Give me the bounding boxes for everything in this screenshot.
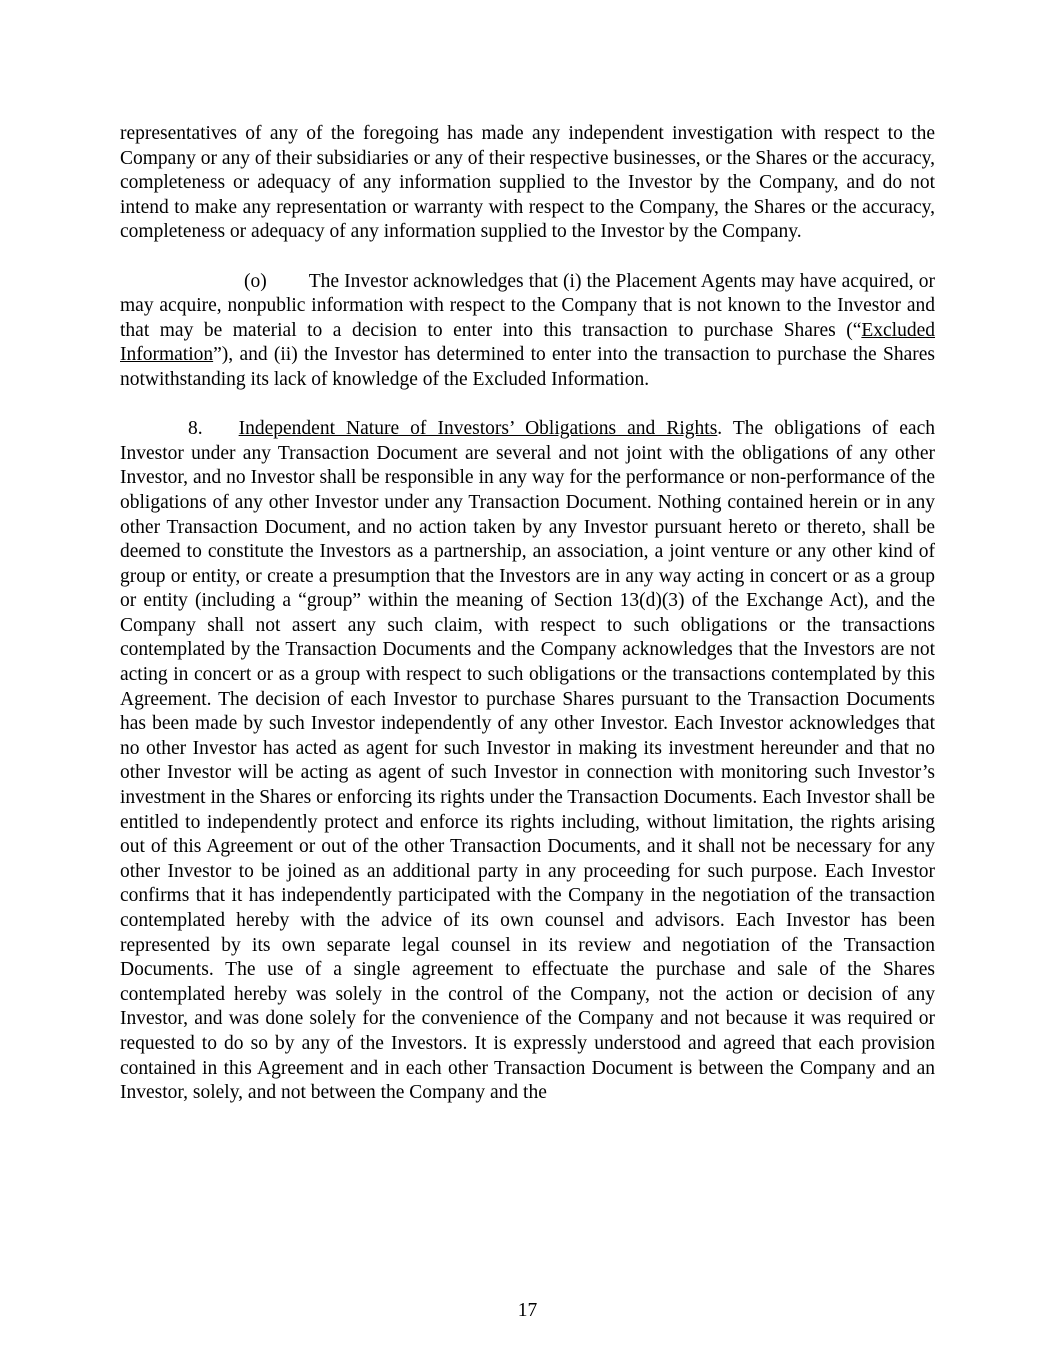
clause-o (120, 270, 935, 393)
section-8-number: 8. (188, 418, 203, 440)
paragraph-continued-text: representatives of any of the foregoing has made any independent investigation with respect to the Company or any of their subsidiaries or any of their respective businesses, or the Shares or the accuracy, completeness or adequacy of any information supplied to the Investor by the Company, and do not intend to make any representation or warranty with respect to the Company, the Shares or the accuracy, completeness or adequacy of any information supplied to the Investor by the Company. (120, 123, 935, 243)
clause-o-marker: (o) (244, 270, 267, 292)
paragraph-continued (120, 122, 935, 245)
section-8-heading: Independent Nature of Investors’ Obligations and Rights (238, 418, 718, 440)
clause-o-text-before: The Investor acknowledges that (i) the Placement Agents may have acquired, or may acquire, nonpublic information with respect to the Company that is not known to the Investor and that may be material to a decision to enter into this transaction to purchase Shares (“ (120, 270, 935, 341)
section-8 (120, 417, 935, 1106)
page-number: 17 (517, 1300, 538, 1321)
page-body (120, 122, 935, 1106)
section-8-body: . The obligations of each Investor under any Transaction Document are several and not joint with the obligations of any other Investor, and no Investor shall be responsible in any way for the performance or non-performance of the obligations of any other Investor under any Transaction Document. Nothing contained herein or in any other Transaction Document, and no action taken by any Investor pursuant hereto or thereto, shall be deemed to constitute the Investors as a partnership, an association, a joint venture or any other kind of group or entity, or create a presumption that the Investors are in any way acting in concert or as a group or entity (including a “group” within the meaning of Section 13(d)(3) of the Exchange Act), and the Company shall not assert any such claim, with respect to such obligations or the transactions contemplated by the Transaction Documents and the Company acknowledges that the Investors are not acting in concert or as a group with respect to such obligations or the transactions contemplated by this Agreement. The decision of each Investor to purchase Shares pursuant to the Transaction Documents has been made by such Investor independently of any other Investor. Each Investor acknowledges that no other Investor has acted as agent for such Investor in making its investment hereunder and that no other Investor will be acting as agent of such Investor in connection with monitoring such Investor’s investment in the Shares or enforcing its rights under the Transaction Documents. Each Investor shall be entitled to independently protect and enforce its rights including, without limitation, the rights arising out of this Agreement or out of the other Transaction Documents, and it shall not be necessary for any other Investor to be joined as an additional party in any proceeding for such purpose. Each Investor confirms that it has independently participated with the Company in the negotiation of the transaction contemplated hereby with the advice of its own counsel and advisors. Each Investor has been represented by its own separate legal counsel in its review and negotiation of the Transaction Documents. The use of a single agreement to effectuate the purchase and sale of the Shares contemplated hereby was solely in the control of the Company, not the action or decision of any Investor, and was done solely for the convenience of the Company and not because it was required or requested to do so by any of the Investors. It is expressly understood and agreed that each provision contained in this Agreement and in each other Transaction Document is between the Company and an Investor, solely, and not between the Company and the (120, 418, 935, 1104)
defined-term-excluded-information: Excluded Information (120, 319, 935, 366)
clause-o-text-after: ”), and (ii) the Investor has determined to enter into the transaction to purchase the Shares notwithstanding its lack of knowledge of the Excluded Information. (120, 344, 935, 390)
